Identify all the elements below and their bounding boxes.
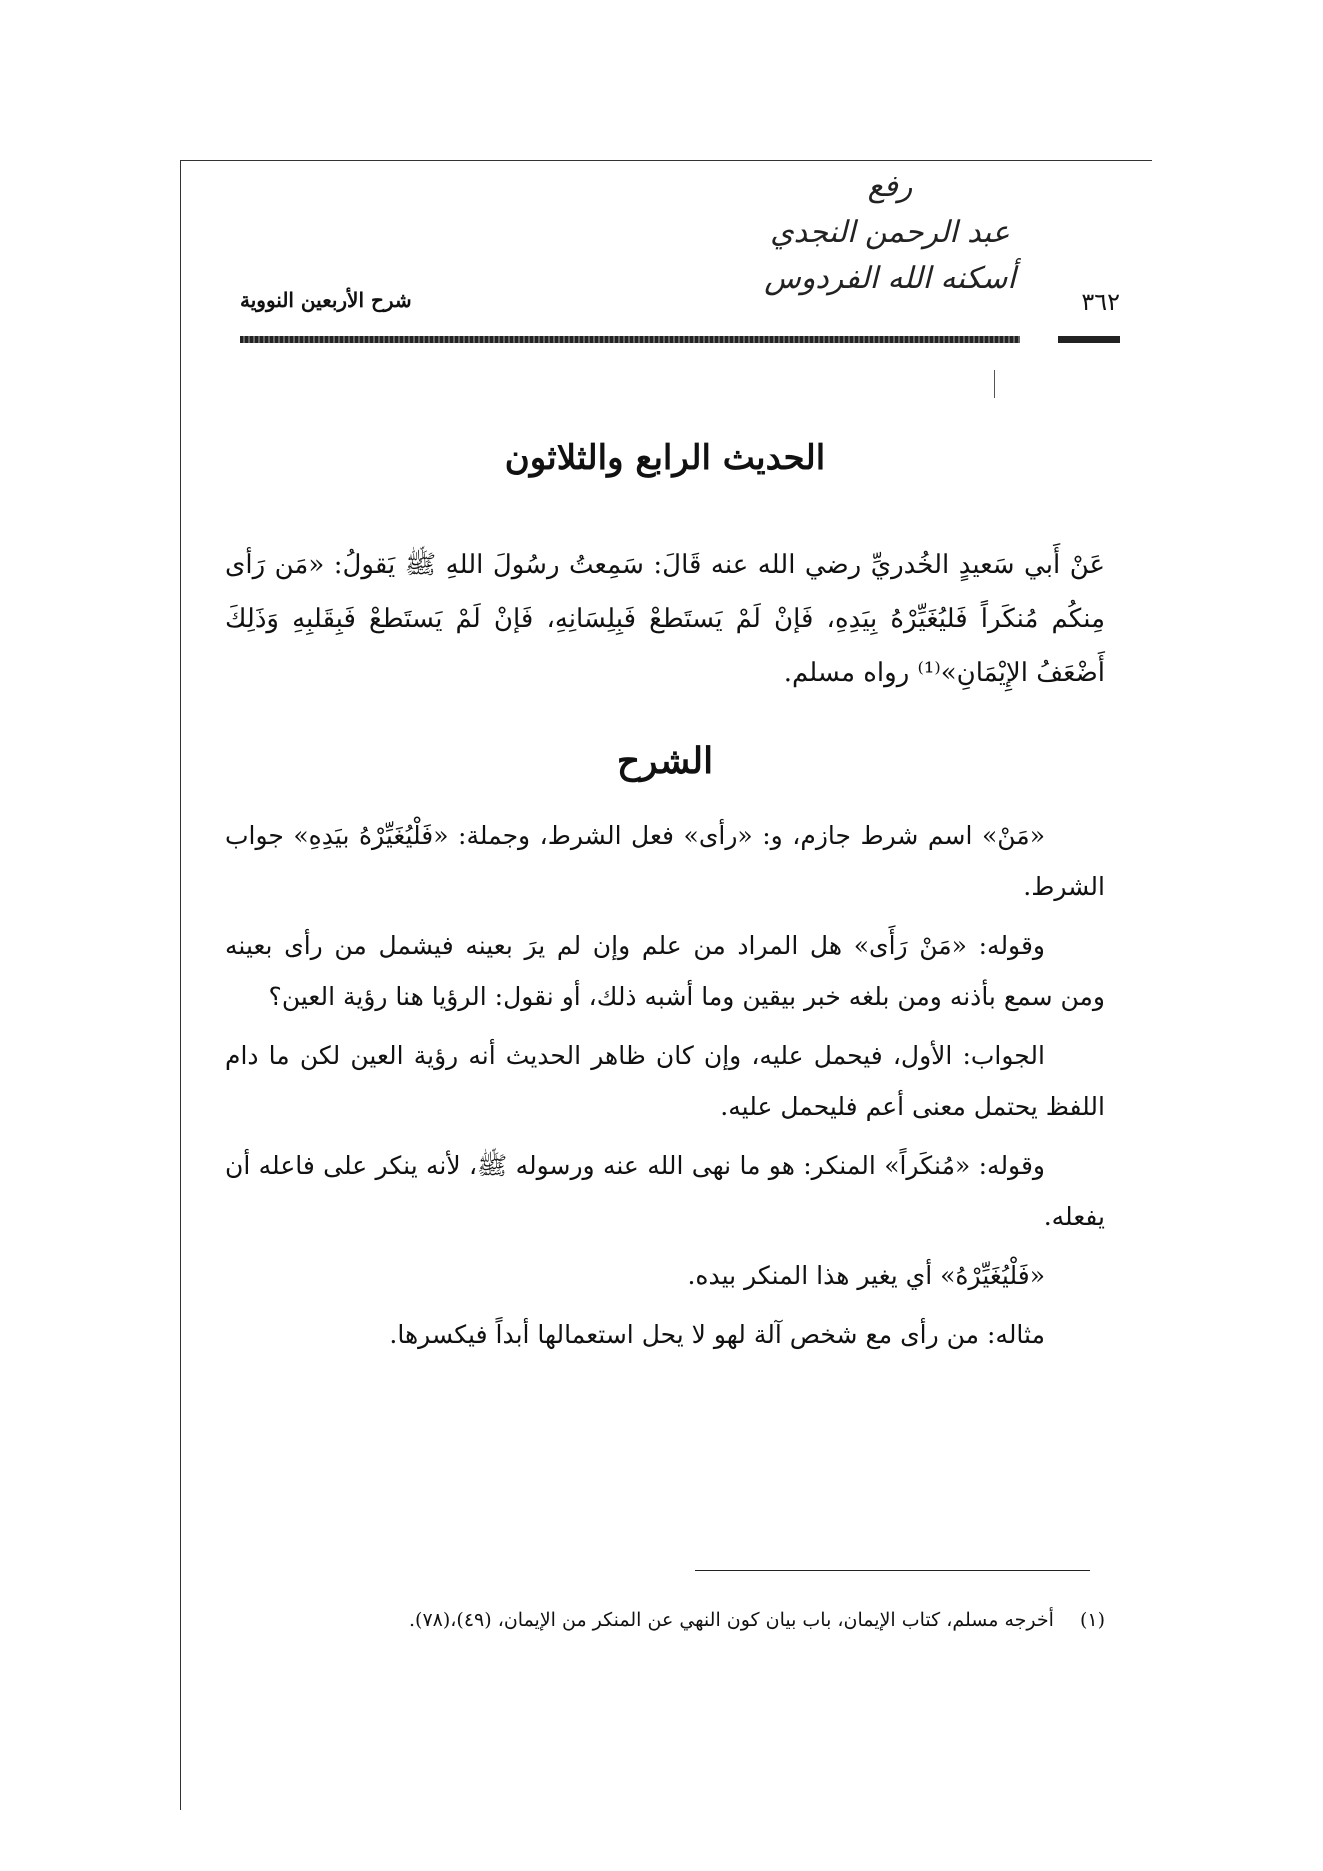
- stamp-line-1: رفع: [867, 169, 913, 204]
- sharh-paragraph: الجواب: الأول، فيحمل عليه، وإن كان ظاهر الحديث أنه رؤية العين لكن ما دام اللفظ يحتمل معنى أعم فليحمل عليه.: [225, 1041, 1105, 1121]
- page-frame-top-rule: [180, 160, 1152, 161]
- running-header: [240, 288, 1120, 322]
- book-title: شرح الأربعين النووية: [240, 288, 412, 312]
- footnote-text: أخرجه مسلم، كتاب الإيمان، باب بيان كون النهي عن المنكر من الإيمان، (٤٩)،(٧٨).: [408, 1609, 1054, 1631]
- page-frame-left-rule: [180, 160, 181, 1810]
- stamp-line-3: أسكنه الله الفردوس: [764, 261, 1016, 296]
- page-content: [225, 420, 1105, 1368]
- sharh-paragraph: وقوله: «مُنكَراً» المنكر: هو ما نهى الله عنه ورسوله ﷺ، لأنه ينكر على فاعله أن يفعله.: [225, 1151, 1105, 1231]
- page-number: ٣٦٢: [1081, 288, 1120, 316]
- footnote-separator: [695, 1570, 1090, 1571]
- stamp-line-2: عبد الرحمن النجدي: [770, 215, 1010, 250]
- hadith-text: عَنْ أَبي سَعيدٍ الخُدريِّ رضي الله عنه قَالَ: سَمِعتُ رسُولَ اللهِ ﷺ يَقولُ: «مَن رَأى مِنكُم مُنكَراً فَليُغَيِّرْهُ بِيَدِهِ، فَإنْ لَمْ يَستَطعْ فَبِلِسَانِهِ، فَإنْ لَمْ يَستَطعْ فَبِقَلبِهِ وَذَلِكَ أَضْعَفُ الإِيْمَانِ»⁽¹⁾ رواه مسلم.: [225, 550, 1105, 688]
- sharh-title: الشرح: [616, 740, 714, 782]
- header-rule-end: [1058, 336, 1120, 343]
- footnote: [225, 1605, 1105, 1635]
- sharh-paragraph: «فَلْيُغَيِّرْهُ» أي يغير هذا المنكر بيده.: [687, 1261, 1045, 1290]
- footnote-number: (١): [1079, 1609, 1105, 1631]
- sharh-paragraph: وقوله: «مَنْ رَأَى» هل المراد من علم وإن لم يرَ بعينه فيشمل من رأى بعينه ومن سمع بأذنه ومن بلغه خبر بيقين وما أشبه ذلك، أو نقول: الرؤيا هنا رؤية العين؟: [225, 931, 1105, 1011]
- margin-mark: [994, 370, 995, 398]
- hadith-title: الحديث الرابع والثلاثون: [504, 438, 826, 478]
- sharh-paragraph: مثاله: من رأى مع شخص آلة لهو لا يحل استعمالها أبداً فيكسرها.: [389, 1320, 1045, 1349]
- header-rule: [240, 336, 1020, 343]
- sharh-paragraph: «مَنْ» اسم شرط جازم، و: «رأى» فعل الشرط، وجملة: «فَلْيُغَيِّرْهُ بيَدِهِ» جواب الشرط.: [225, 821, 1105, 901]
